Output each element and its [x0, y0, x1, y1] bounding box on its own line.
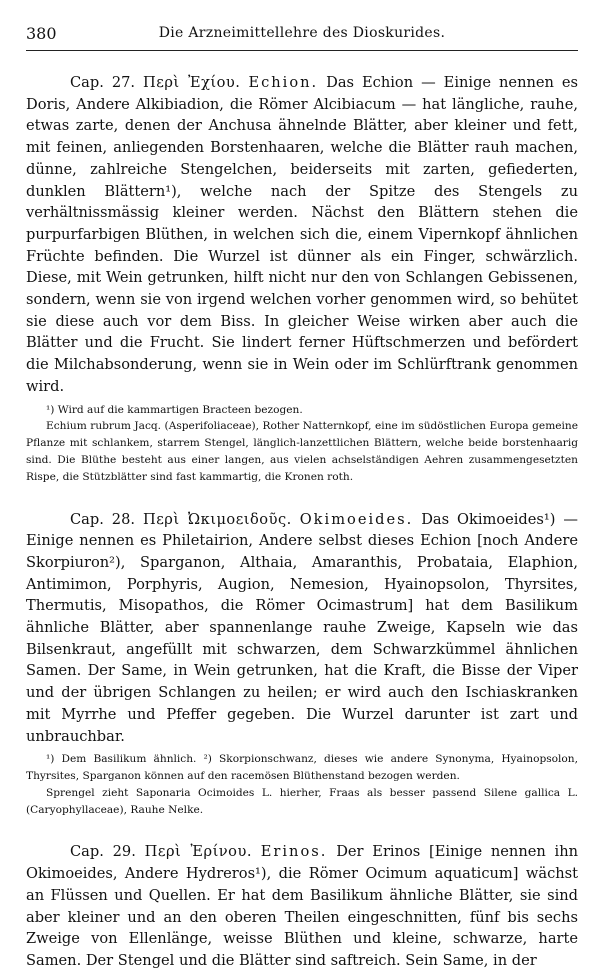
footnote: Sprengel zieht Saponaria Ocimoides L. hierher, Fraas als besser passend Silene gallica L. (Caryophyllaceae), Rauhe Nelke.: [26, 786, 578, 816]
chapter-name: Echion.: [248, 74, 319, 91]
chapter-28: [26, 509, 578, 819]
chapter-body: [26, 841, 578, 971]
chapter-number: Cap. 28.: [70, 510, 136, 528]
chapter-number: Cap. 27.: [70, 74, 136, 91]
chapter-text: Das Echion — Einige nennen es Doris, Andere Alkibiadion, die Römer Alcibiacum — hat längliche, rauhe, etwas zarte, denen der Anchusa ähnelnde Blätter, aber kleiner und fett, mit feinen, anliegenden Borstenhaaren, welche die Blätter rauh machen, dünne, zahlreiche Stengelchen, beiderseits mit zarten, gefiederten, dunklen Blättern¹), welche nach der Spitze des Stengels zu verhältnissmässig kleiner werden. Nächst den Blättern stehen die purpurfarbigen Blüthen, in welchen sich die, einem Vipernkopf ähnlichen Früchte befinden. Die Wurzel ist dünner als ein Finger, schwärzlich. Diese, mit Wein getrunken, hilft nicht nur den von Schlangen Gebissenen, sondern, wenn sie von irgend welchen vorher genommen wird, so behütet sie diese auch vor dem Biss. In gleicher Weise wirken aber auch die Blätter und die Frucht. Sie lindert ferner Hüftschmerzen und befördert die Milchabsonderung, wenn sie in Wein oder im Schlürftrank genommen wird.: [26, 74, 579, 395]
footnote: Echium rubrum Jacq. (Asperifoliaceae), Rother Natternkopf, eine im südöstlichen Europa gemeine Pflanze mit schlankem, starrem Stengel, länglich-lanzettlichen Blättern, welche beide borstenhaarig sind. Die Blüthe besteht aus einer langen, aus vielen achselständigen Aehren zusammengesetzten Rispe, die Stützblätter sind fast kammartig, die Kronen roth.: [26, 420, 578, 483]
footnote: ¹) Wird auf die kammartigen Bracteen bezogen.: [46, 403, 303, 416]
footnotes: [26, 751, 578, 818]
chapter-name: Erinos.: [260, 843, 328, 861]
chapter-27: [26, 72, 578, 486]
page-number: 380: [26, 24, 57, 43]
running-title: Die Arzneimittellehre des Dioskurides.: [158, 25, 446, 41]
footnotes: [26, 402, 578, 486]
greek-title: Περὶ Ἐχίου.: [143, 74, 241, 91]
footnote: ¹) Dem Basilikum ähnlich. ²) Skorpionschwanz, dieses wie andere Synonyma, Hyainopsolon, Thyrsites, Sparganon können auf den racemösen Blüthenstand bezogen werden.: [26, 753, 578, 783]
page-header: [26, 24, 578, 46]
chapter-text: Das Okimoeides¹) — Einige nennen es Philetairion, Andere selbst dieses Echion [noch Andere Skorpiuron²), Sparganon, Althaia, Amaranthis, Probataia, Elaphion, Antimimon, Porphyris, Augion, Nemesion, Hyainopsolon, Thyrsites, Thermutis, Misopathos, die Römer Ocimastrum] hat dem Basilikum ähnliche Blätter, aber spannenlange rauhe Zweige, Kapseln wie das Bilsenkraut, angefüllt mit schwarzen, dem Schwarzkümmel ähnlichen Samen. Der Same, in Wein getrunken, hat die Kraft, die Bisse der Viper und der übrigen Schlangen zu heilen; er wird auch den Ischiaskranken mit Myrrhe und Pfeffer gegeben. Die Wurzel darunter ist zart und unbrauchbar.: [26, 510, 578, 745]
greek-title: Περὶ Ἐρίνου.: [144, 843, 252, 861]
header-rule: [26, 50, 578, 51]
chapter-body: [26, 509, 578, 748]
greek-title: Περὶ Ὠκιμοειδοῦς.: [142, 510, 292, 528]
chapter-text: Der Erinos [Einige nennen ihn Okimoeides, Andere Hydreros¹), die Römer Ocimum aquaticum] wächst an Flüssen und Quellen. Er hat dem Basilikum ähnliche Blätter, sie sind aber kleiner und an den oberen Theilen eingeschnitten, fünf bis sechs Zweige von Ellenlänge, weisse Blüthen und kleine, schwarze, harte Samen. Der Stengel und die Blätter sind saftreich. Sein Same, in der: [26, 843, 579, 969]
chapter-29: [26, 841, 578, 971]
chapter-number: Cap. 29.: [70, 843, 136, 861]
page: [26, 24, 578, 972]
chapter-body: [26, 72, 578, 398]
chapter-name: Okimoeides.: [299, 510, 414, 528]
